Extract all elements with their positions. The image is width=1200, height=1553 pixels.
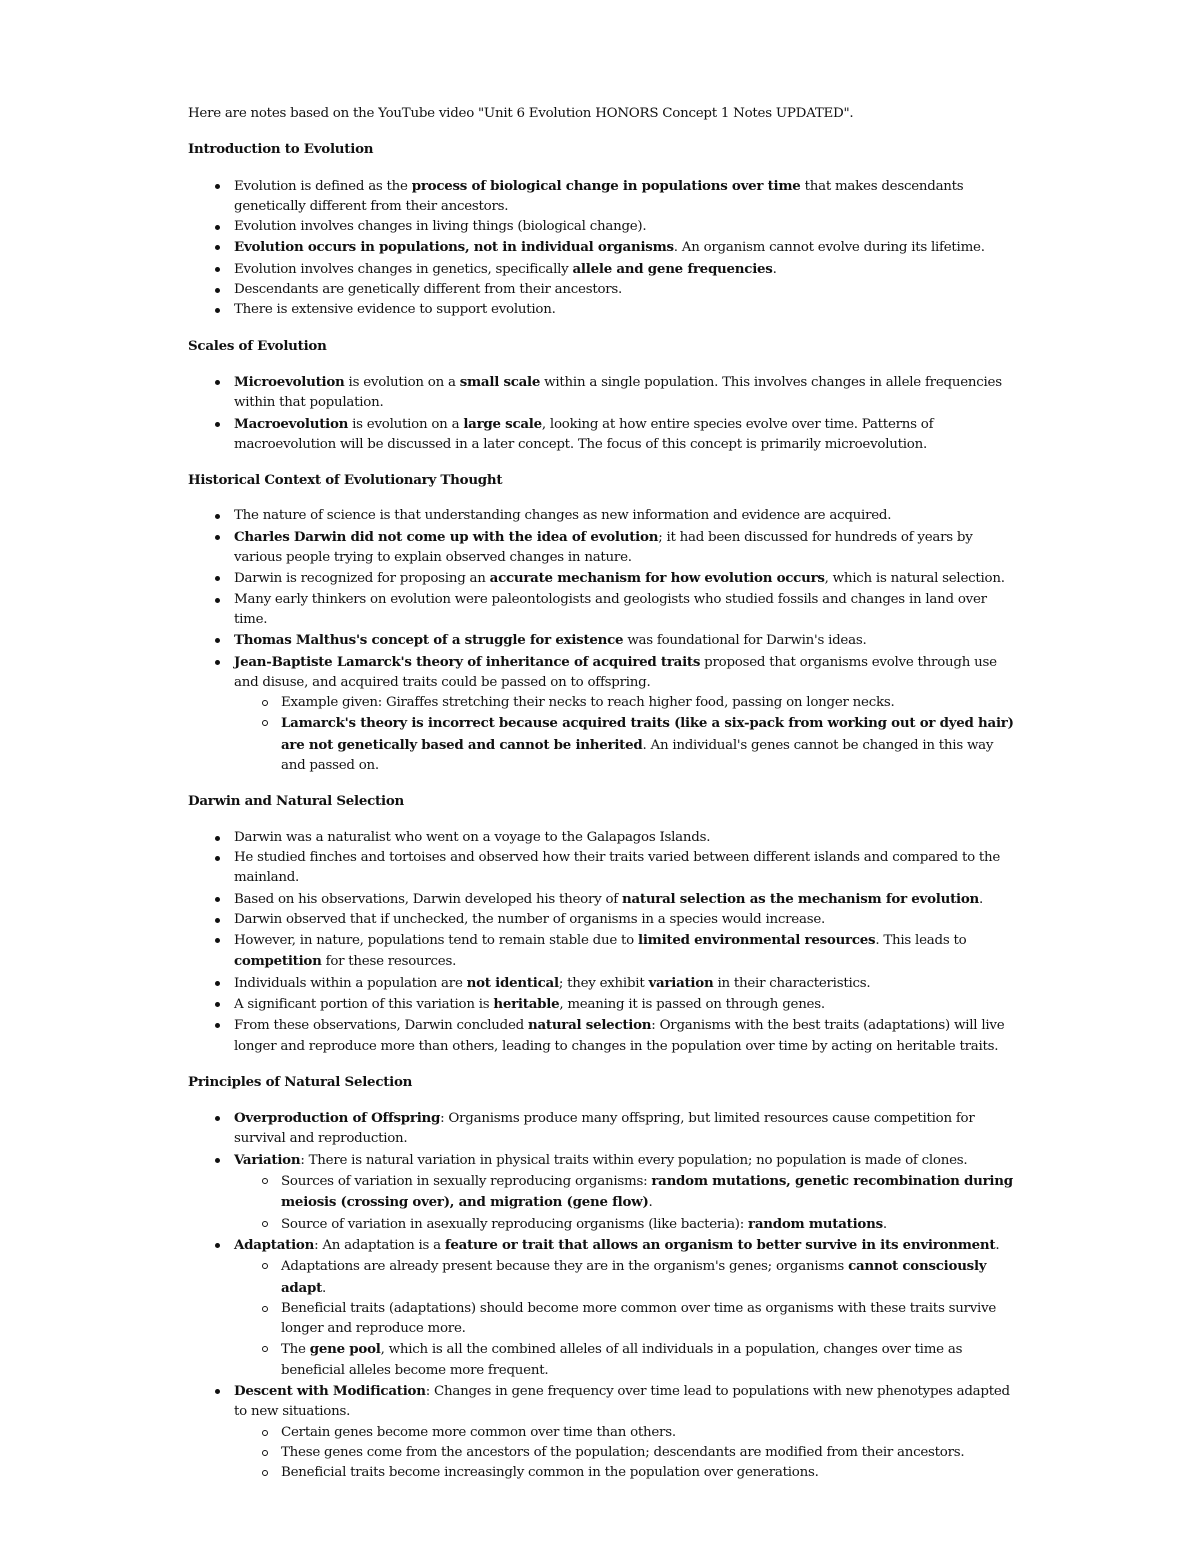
bold-text: random mutations, genetic recombination during meiosis (crossing over), and migration (gene flow) [281,1173,1013,1211]
text-segment: was foundational for Darwin's ideas. [623,633,867,649]
bold-text: small scale [459,373,541,390]
bold-text: Thomas Malthus's concept of a struggle for existence [234,632,624,649]
list-item [188,259,1018,280]
bold-text: Overproduction of Offspring [234,1110,441,1127]
text-segment: : Changes in gene frequency over time lead to populations with new phenotypes adapted to new situations. [234,1384,1010,1420]
text-segment: Evolution involves changes in living things (biological change). [234,219,647,235]
sub-list-item [234,1443,1018,1463]
text-segment: : An adaptation is a [314,1237,445,1253]
text-segment: The [281,1342,310,1358]
text-segment: Adaptations are already present because they are in the organism's genes; organisms [281,1259,849,1275]
bold-text: random mutations [748,1215,883,1232]
text-segment: in their characteristics. [713,975,871,991]
document-page [188,104,1018,1499]
list-item [188,590,1018,631]
text-segment: There is extensive evidence to support evolution. [234,302,556,318]
text-segment: within a single population. This involves changes in allele frequencies within that population. [234,374,1002,411]
list-item [188,372,1018,414]
list-item [188,527,1018,569]
sub-list-item [234,1463,1018,1483]
text-segment: . [995,1237,1000,1253]
text-segment: is evolution on a [348,416,464,432]
text-segment: Example given: Giraffes stretching their necks to reach higher food, passing on longer necks. [281,695,895,711]
list-item [188,506,1018,526]
bold-text: large scale [463,415,542,432]
bold-text: feature or trait that allows an organism to better survive in its environment [444,1236,996,1253]
bullet-list [188,176,1018,321]
text-segment: He studied finches and tortoises and observed how their traits varied between different islands and compared to the mainland. [234,849,1001,886]
list-item [188,568,1018,589]
list-item [188,652,1018,777]
bold-text: Charles Darwin did not come up with the idea of evolution [234,528,659,545]
sub-list-item [234,1214,1018,1235]
text-segment: that makes descendants genetically different from their ancestors. [234,178,964,214]
text-segment: , which is natural selection. [824,571,1005,587]
section-heading: Principles of Natural Selection [188,1073,413,1090]
sub-bullet-list [234,1256,1018,1381]
list-item [188,848,1018,889]
sub-bullet-list [234,1171,1018,1235]
bold-text: limited environmental resources [637,932,876,949]
section-heading: Historical Context of Evolutionary Thought [188,472,503,489]
bold-text: competition [234,953,322,970]
text-segment: : Organisms with the best traits (adaptations) will live longer and reproduce more than others, leading to changes in the population over time by acting on heritable traits. [234,1018,1005,1054]
sub-list-item [234,693,1018,713]
text-segment: for these resources. [321,954,457,970]
bold-text: Macroevolution [234,415,349,432]
sub-list-item [234,1299,1018,1340]
list-item [188,973,1018,994]
bold-text: Jean-Baptiste Lamarck's theory of inheritance of acquired traits [234,653,701,670]
list-item [188,1235,1018,1381]
text-segment: : Organisms produce many offspring, but limited resources cause competition for survival and reproduction. [234,1111,975,1147]
text-segment: Darwin was a naturalist who went on a voyage to the Galapagos Islands. [234,829,711,845]
text-segment: Beneficial traits (adaptations) should become more common over time as organisms with these traits survive longer and reproduce more. [281,1300,997,1337]
text-segment: Descendants are genetically different from their ancestors. [234,282,623,298]
bold-text: variation [648,974,714,991]
list-item [188,1108,1018,1150]
text-segment: Darwin is recognized for proposing an [234,571,490,587]
list-item [188,889,1018,910]
section-heading: Scales of Evolution [188,337,327,354]
text-segment: Based on his observations, Darwin developed his theory of [234,891,622,907]
sub-list-item [234,1256,1018,1299]
list-item [188,414,1018,456]
text-segment: Evolution is defined as the [234,178,412,194]
list-item [188,1015,1018,1057]
bold-text: process of biological change in populations over time [411,177,801,194]
text-segment: . [648,1195,653,1211]
bold-text: allele and gene frequencies [572,260,773,277]
list-item [188,994,1018,1015]
list-item [188,1381,1018,1483]
text-segment: Source of variation in asexually reproducing organisms (like bacteria): [281,1216,749,1232]
bold-text: accurate mechanism for how evolution occurs [489,570,825,587]
text-segment: However, in nature, populations tend to remain stable due to [234,933,638,949]
bold-text: natural selection [527,1017,652,1034]
text-segment: . This leads to [875,933,967,949]
text-segment: Evolution involves changes in genetics, specifically [234,261,573,277]
text-segment: Certain genes become more common over time than others. [281,1424,676,1440]
list-item [188,1150,1018,1235]
list-item [188,237,1018,258]
text-segment: ; they exhibit [558,975,649,991]
bold-text: not identical [466,974,559,991]
sub-list-item [234,1339,1018,1381]
text-segment: : There is natural variation in physical traits within every population; no population is made of clones. [300,1152,968,1168]
intro-paragraph: Here are notes based on the YouTube video "Unit 6 Evolution HONORS Concept 1 Notes UPDATED". [188,106,854,121]
text-segment: proposed that organisms evolve through use and disuse, and acquired traits could be passed on to offspring. [234,654,997,690]
text-segment: Darwin observed that if unchecked, the number of organisms in a species would increase. [234,911,826,927]
text-segment: , which is all the combined alleles of all individuals in a population, changes over time as beneficial alleles become more frequent. [281,1342,963,1378]
bullet-list [188,1108,1018,1483]
text-segment: Beneficial traits become increasingly common in the population over generations. [281,1465,819,1481]
list-item [188,300,1018,320]
text-segment: . [882,1216,887,1232]
text-segment: The nature of science is that understanding changes as new information and evidence are acquired. [234,508,892,524]
bold-text: Adaptation [234,1236,315,1253]
list-item [188,217,1018,237]
notes-sections [188,139,1018,1483]
list-item [188,828,1018,848]
text-segment: . [772,261,777,277]
section-heading: Darwin and Natural Selection [188,793,404,810]
list-item [188,930,1018,973]
list-item [188,910,1018,930]
text-segment: . An individual's genes cannot be changed in this way and passed on. [281,737,994,774]
sub-list-item [234,1423,1018,1443]
text-segment: , meaning it is passed on through genes. [559,996,825,1012]
bullet-list [188,506,1018,776]
bullet-list [188,372,1018,455]
sub-list-item [234,713,1018,776]
text-segment: . [322,1280,327,1296]
text-segment: A significant portion of this variation is [234,996,494,1012]
text-segment: ; it had been discussed for hundreds of years by various people trying to explain observed changes in nature. [234,529,973,566]
list-item [188,176,1018,218]
text-segment: These genes come from the ancestors of the population; descendants are modified from their ancestors. [281,1444,965,1460]
text-segment: From these observations, Darwin concluded [234,1018,528,1034]
bullet-list [188,828,1018,1057]
list-item [188,280,1018,300]
bold-text: Descent with Modification [234,1383,426,1400]
bold-text: Microevolution [234,373,345,390]
text-segment: Individuals within a population are [234,975,467,991]
bold-text: Lamarck's theory is incorrect because acquired traits (like a six-pack from working out or dyed hair) are not genetically based and cannot be inherited [281,715,1014,753]
list-item [188,630,1018,651]
text-segment: . An organism cannot evolve during its lifetime. [673,240,985,256]
text-segment: is evolution on a [344,374,460,390]
text-segment: , looking at how entire species evolve over time. Patterns of macroevolution will be discussed in a later concept. The focus of this concept is primarily microevolution. [234,416,934,452]
text-segment: Sources of variation in sexually reproducing organisms: [281,1174,652,1190]
text-segment: . [979,891,984,907]
sub-bullet-list [234,1423,1018,1484]
bold-text: heritable [493,995,560,1012]
text-segment: Many early thinkers on evolution were paleontologists and geologists who studied fossils and changes in land over time. [234,591,987,627]
sub-list-item [234,1171,1018,1214]
bold-text: Evolution occurs in populations, not in individual organisms [234,239,674,256]
bold-text: cannot consciously adapt [281,1258,987,1296]
section-heading: Introduction to Evolution [188,141,374,158]
sub-bullet-list [234,693,1018,776]
bold-text: gene pool [309,1341,381,1358]
bold-text: natural selection as the mechanism for evolution [621,890,980,907]
bold-text: Variation [234,1151,301,1168]
